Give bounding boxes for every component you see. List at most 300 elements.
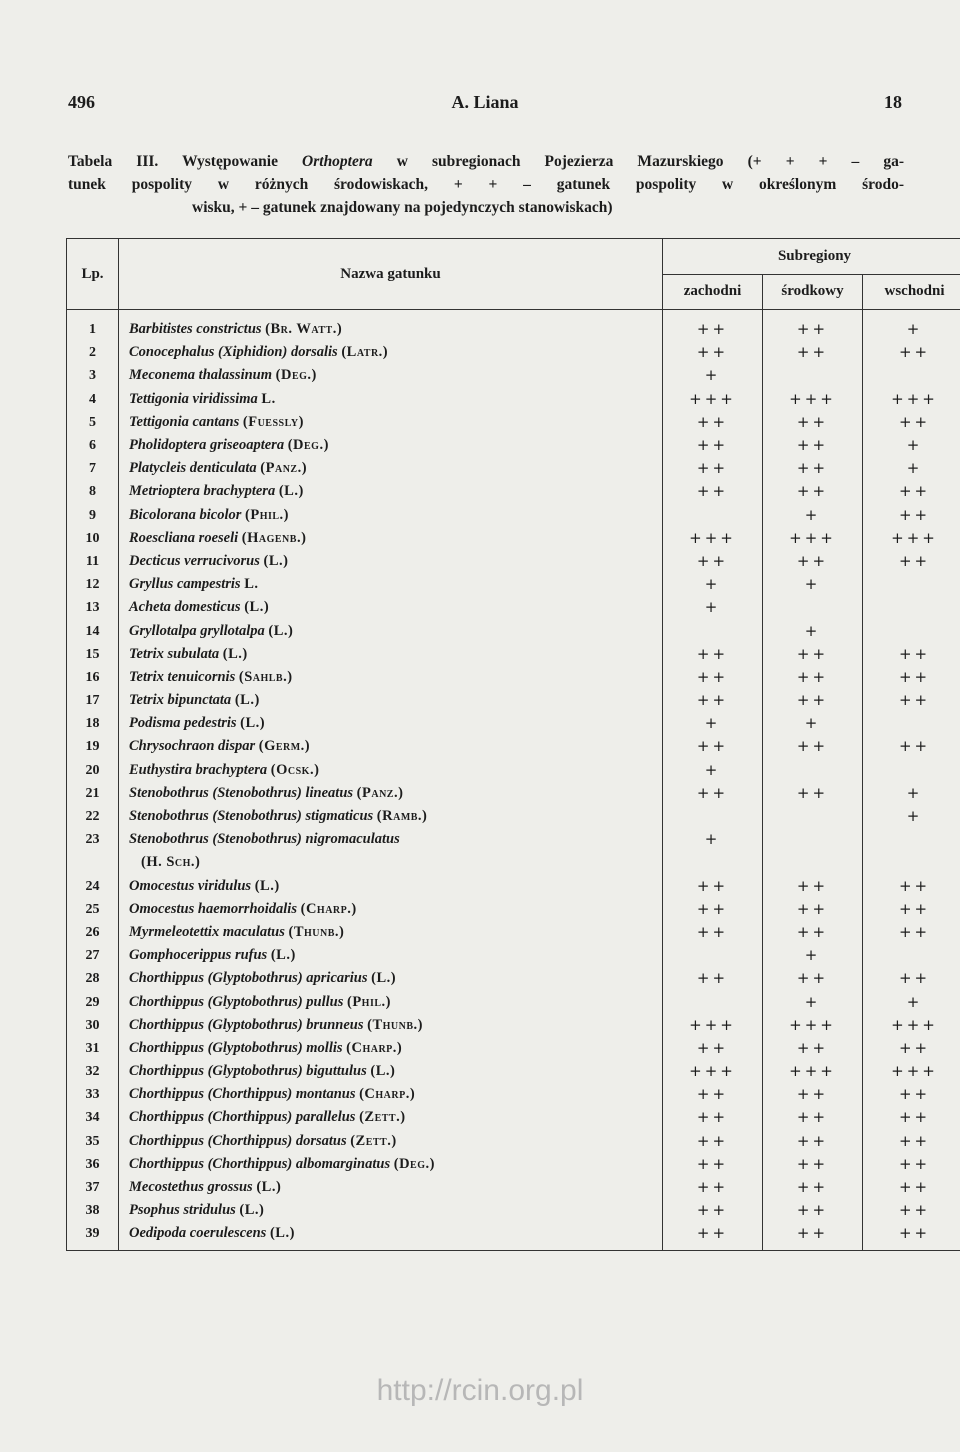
row-number: 17	[67, 689, 119, 712]
running-author: A. Liana	[451, 92, 519, 112]
table-body	[67, 310, 960, 1251]
table-row	[67, 1083, 960, 1106]
table-row	[67, 805, 960, 828]
row-number: 16	[67, 666, 119, 689]
species-name: Tetrix tenuicornis	[129, 668, 236, 685]
species-name: Bicolorana bicolor	[129, 506, 242, 523]
occurrence-west: +++	[663, 1014, 763, 1037]
occurrence-west	[663, 944, 763, 967]
occurrence-west	[663, 990, 763, 1013]
occurrence-west: ++	[663, 735, 763, 758]
occurrence-east: +++	[863, 527, 960, 550]
table-row	[67, 1106, 960, 1129]
species-name: Gomphocerippus rufus	[129, 947, 268, 964]
row-number: 8	[67, 480, 119, 503]
species-author: (Charp.)	[359, 1086, 416, 1103]
species-author: (L.)	[254, 877, 280, 894]
table-row	[67, 990, 960, 1013]
species-author: (Zett.)	[359, 1109, 406, 1126]
occurrence-west	[663, 851, 763, 874]
species-author: (H. Sch.)	[141, 854, 201, 871]
occurrence-central: ++	[763, 310, 863, 342]
table-row	[67, 619, 960, 642]
occurrence-west: ++	[663, 875, 763, 898]
occurrence-central	[763, 805, 863, 828]
species-name: Stenobothrus (Stenobothrus) lineatus	[129, 784, 354, 801]
occurrence-west: ++	[663, 689, 763, 712]
row-number: 23	[67, 828, 119, 851]
occurrence-east: +	[863, 457, 960, 480]
header-east: wschodni	[863, 274, 960, 310]
species-name-cell	[119, 1222, 663, 1250]
table-row	[67, 457, 960, 480]
species-name-cell	[119, 944, 663, 967]
species-name: Chorthippus (Chorthippus) dorsatus	[129, 1132, 347, 1149]
species-name-cell	[119, 1199, 663, 1222]
occurrence-west: ++	[663, 1130, 763, 1153]
occurrence-east	[863, 712, 960, 735]
occurrence-central: ++	[763, 434, 863, 457]
species-name-cell	[119, 967, 663, 990]
species-author: (Sahlb.)	[238, 668, 293, 685]
species-name: Chorthippus (Glyptobothrus) apricarius	[129, 970, 368, 987]
species-author: L.	[244, 576, 259, 593]
species-author: (L.)	[371, 970, 397, 987]
occurrence-central: +	[763, 504, 863, 527]
occurrence-east: ++	[863, 504, 960, 527]
table-caption	[68, 150, 904, 219]
row-number: 19	[67, 735, 119, 758]
row-number: 28	[67, 967, 119, 990]
row-number: 1	[67, 310, 119, 342]
species-name-cell	[119, 782, 663, 805]
table-row	[67, 782, 960, 805]
occurrence-east	[863, 596, 960, 619]
occurrence-east: ++	[863, 875, 960, 898]
occurrence-central: ++	[763, 1176, 863, 1199]
occurrence-east: ++	[863, 1130, 960, 1153]
species-name-cell	[119, 310, 663, 342]
species-author: (L.)	[244, 599, 270, 616]
species-name-cell	[119, 388, 663, 411]
occurrence-west: +++	[663, 388, 763, 411]
species-name: Decticus verrucivorus	[129, 552, 260, 569]
row-number: 3	[67, 364, 119, 387]
table-row	[67, 759, 960, 782]
table-row	[67, 828, 960, 851]
row-number: 29	[67, 990, 119, 1013]
table-row	[67, 851, 960, 874]
row-number: 31	[67, 1037, 119, 1060]
species-author: (L.)	[269, 1225, 295, 1242]
occurrence-west: +++	[663, 1060, 763, 1083]
occurrence-east: +	[863, 782, 960, 805]
occurrence-east: ++	[863, 666, 960, 689]
table-row	[67, 364, 960, 387]
row-number: 39	[67, 1222, 119, 1250]
species-author: (Thunb.)	[288, 923, 345, 940]
occurrence-east: +++	[863, 1014, 960, 1037]
species-name: Euthystira brachyptera	[129, 761, 268, 778]
species-name-cell	[119, 921, 663, 944]
row-number: 36	[67, 1153, 119, 1176]
table-row	[67, 1176, 960, 1199]
occurrence-west: ++	[663, 310, 763, 342]
table-row	[67, 643, 960, 666]
caption-rest: w subregionach Pojezierza Mazurskiego (+ + + – ga-	[372, 153, 905, 170]
caption-line-3: wisku, + – gatunek znajdowany na pojedynczych stanowiskach)	[192, 199, 613, 216]
row-number: 12	[67, 573, 119, 596]
table-row	[67, 1014, 960, 1037]
species-name-cell	[119, 1083, 663, 1106]
occurrence-east: ++	[863, 921, 960, 944]
table-row	[67, 1199, 960, 1222]
occurrence-east: +	[863, 310, 960, 342]
species-name-cell	[119, 1176, 663, 1199]
species-author: (Charp.)	[300, 900, 357, 917]
species-author: (Hagenb.)	[241, 529, 307, 546]
table-row	[67, 434, 960, 457]
species-name: Chorthippus (Glyptobothrus) mollis	[129, 1039, 343, 1056]
header-species-name: Nazwa gatunku	[119, 239, 663, 310]
table-row	[67, 341, 960, 364]
row-number: 9	[67, 504, 119, 527]
row-number: 33	[67, 1083, 119, 1106]
occurrence-east: ++	[863, 735, 960, 758]
table-row	[67, 666, 960, 689]
occurrence-central: +	[763, 712, 863, 735]
occurrence-east: +	[863, 990, 960, 1013]
species-name: Myrmeleotettix maculatus	[129, 923, 285, 940]
occurrence-central: ++	[763, 1153, 863, 1176]
table-row	[67, 1153, 960, 1176]
species-name-cell	[119, 364, 663, 387]
occurrence-west: ++	[663, 1222, 763, 1250]
occurrence-west: +	[663, 712, 763, 735]
occurrence-east: +++	[863, 1060, 960, 1083]
row-number: 35	[67, 1130, 119, 1153]
occurrence-west: +	[663, 596, 763, 619]
table-row	[67, 921, 960, 944]
occurrence-central: ++	[763, 666, 863, 689]
occurrence-east: ++	[863, 689, 960, 712]
species-name-cell	[119, 689, 663, 712]
occurrence-east: +++	[863, 388, 960, 411]
species-name-cell	[119, 666, 663, 689]
table-row	[67, 1130, 960, 1153]
species-name-cell	[119, 1060, 663, 1083]
species-name-cell	[119, 851, 663, 874]
row-number: 6	[67, 434, 119, 457]
occurrence-west: +	[663, 759, 763, 782]
species-name-cell	[119, 550, 663, 573]
species-author: (Phil.)	[346, 993, 391, 1010]
occurrence-east: ++	[863, 411, 960, 434]
occurrence-central	[763, 851, 863, 874]
species-name-cell	[119, 735, 663, 758]
row-number: 4	[67, 388, 119, 411]
occurrence-west: ++	[663, 782, 763, 805]
occurrence-central: +++	[763, 1060, 863, 1083]
species-name-cell	[119, 712, 663, 735]
row-number: 27	[67, 944, 119, 967]
species-name: Acheta domesticus	[129, 599, 241, 616]
occurrence-central: +	[763, 944, 863, 967]
species-name: Stenobothrus (Stenobothrus) nigromaculatus	[129, 831, 400, 848]
species-author: (L.)	[263, 552, 289, 569]
occurrence-central: ++	[763, 457, 863, 480]
occurrence-central: ++	[763, 341, 863, 364]
species-table	[66, 238, 960, 1251]
species-author: (Latr.)	[341, 344, 389, 361]
species-name-cell	[119, 990, 663, 1013]
species-name-cell	[119, 759, 663, 782]
occurrence-west: ++	[663, 1199, 763, 1222]
row-number: 18	[67, 712, 119, 735]
occurrence-central: +++	[763, 388, 863, 411]
species-author: (L.)	[222, 645, 248, 662]
species-name: Platycleis denticulata	[129, 460, 257, 477]
species-author: (Deg.)	[287, 437, 329, 454]
occurrence-central: ++	[763, 1199, 863, 1222]
occurrence-west	[663, 805, 763, 828]
species-name-cell	[119, 875, 663, 898]
occurrence-east: ++	[863, 967, 960, 990]
occurrence-west: ++	[663, 1153, 763, 1176]
species-author: (Zett.)	[350, 1132, 397, 1149]
species-author: (Ocsk.)	[270, 761, 320, 778]
occurrence-east: ++	[863, 1222, 960, 1250]
occurrence-east	[863, 828, 960, 851]
row-number: 26	[67, 921, 119, 944]
species-author: (L.)	[370, 1063, 396, 1080]
table-row	[67, 1060, 960, 1083]
species-author: (Thunb.)	[367, 1016, 423, 1033]
species-name: Conocephalus (Xiphidion) dorsalis	[129, 344, 338, 361]
table-row	[67, 573, 960, 596]
occurrence-central: ++	[763, 898, 863, 921]
occurrence-central: +++	[763, 1014, 863, 1037]
table-row	[67, 967, 960, 990]
species-name: Chorthippus (Glyptobothrus) biguttulus	[129, 1063, 367, 1080]
occurrence-west: ++	[663, 921, 763, 944]
species-name-cell	[119, 643, 663, 666]
table-row	[67, 504, 960, 527]
occurrence-central	[763, 596, 863, 619]
occurrence-central: ++	[763, 921, 863, 944]
occurrence-west: ++	[663, 480, 763, 503]
page-number: 496	[68, 92, 95, 112]
row-number: 32	[67, 1060, 119, 1083]
occurrence-west: ++	[663, 457, 763, 480]
occurrence-east: ++	[863, 1176, 960, 1199]
header-subregions: Subregiony	[663, 239, 960, 275]
species-author: (Germ.)	[258, 738, 311, 755]
occurrence-east: ++	[863, 480, 960, 503]
row-number: 38	[67, 1199, 119, 1222]
row-number: 5	[67, 411, 119, 434]
species-name: Oedipoda coerulescens	[129, 1225, 267, 1242]
species-name-cell	[119, 341, 663, 364]
species-name: Pholidoptera griseoaptera	[129, 437, 285, 454]
occurrence-east: ++	[863, 1153, 960, 1176]
species-name: Roescliana roeseli	[129, 529, 239, 546]
occurrence-central: ++	[763, 735, 863, 758]
occurrence-east: ++	[863, 898, 960, 921]
row-number: 14	[67, 619, 119, 642]
occurrence-central: ++	[763, 782, 863, 805]
occurrence-central: ++	[763, 480, 863, 503]
occurrence-west: ++	[663, 434, 763, 457]
species-name: Tettigonia viridissima	[129, 390, 258, 407]
species-author: (Panz.)	[260, 460, 308, 477]
row-number: 24	[67, 875, 119, 898]
species-name-cell	[119, 411, 663, 434]
species-author: (Deg.)	[393, 1155, 435, 1172]
species-name-cell	[119, 457, 663, 480]
species-name: Stenobothrus (Stenobothrus) stigmaticus	[129, 808, 374, 825]
occurrence-east: +	[863, 434, 960, 457]
row-number: 21	[67, 782, 119, 805]
occurrence-central: ++	[763, 967, 863, 990]
occurrence-central	[763, 364, 863, 387]
occurrence-west: ++	[663, 1176, 763, 1199]
species-name-cell	[119, 898, 663, 921]
species-name: Chorthippus (Chorthippus) montanus	[129, 1086, 356, 1103]
species-author: (L.)	[239, 1202, 265, 1219]
occurrence-central: ++	[763, 643, 863, 666]
species-name: Gryllotalpa gryllotalpa	[129, 622, 265, 639]
occurrence-west: +++	[663, 527, 763, 550]
table-row	[67, 735, 960, 758]
species-name: Tetrix bipunctata	[129, 692, 232, 709]
species-name: Metrioptera brachyptera	[129, 483, 276, 500]
species-name: Psophus stridulus	[129, 1202, 236, 1219]
species-author: (Br. Watt.)	[265, 321, 343, 338]
occurrence-central: +	[763, 619, 863, 642]
caption-prefix: Tabela III. Występowanie	[68, 153, 303, 170]
occurrence-west: ++	[663, 643, 763, 666]
occurrence-east	[863, 944, 960, 967]
occurrence-west: ++	[663, 898, 763, 921]
species-name: Tetrix subulata	[129, 645, 220, 662]
species-name: Chorthippus (Chorthippus) parallelus	[129, 1109, 356, 1126]
species-name: Gryllus campestris	[129, 576, 241, 593]
occurrence-central: +	[763, 573, 863, 596]
occurrence-central: +++	[763, 527, 863, 550]
species-name: Omocestus viridulus	[129, 877, 252, 894]
occurrence-central	[763, 828, 863, 851]
occurrence-west: ++	[663, 967, 763, 990]
species-name: Podisma pedestris	[129, 715, 237, 732]
occurrence-west	[663, 504, 763, 527]
species-name: Omocestus haemorrhoidalis	[129, 900, 297, 917]
header-lp: Lp.	[67, 239, 119, 310]
species-name-cell	[119, 596, 663, 619]
species-name-cell	[119, 1106, 663, 1129]
species-author: (L.)	[240, 715, 266, 732]
species-name-cell	[119, 527, 663, 550]
occurrence-east: +	[863, 805, 960, 828]
occurrence-east: ++	[863, 341, 960, 364]
species-name-cell	[119, 504, 663, 527]
occurrence-west	[663, 619, 763, 642]
occurrence-west: +	[663, 828, 763, 851]
row-number	[67, 851, 119, 874]
occurrence-east: ++	[863, 550, 960, 573]
row-number: 2	[67, 341, 119, 364]
species-author: (L.)	[278, 483, 304, 500]
caption-line-1	[68, 150, 904, 173]
species-name: Meconema thalassinum	[129, 367, 273, 384]
occurrence-east	[863, 573, 960, 596]
species-author: (Panz.)	[356, 784, 404, 801]
species-name-cell	[119, 1014, 663, 1037]
occurrence-east	[863, 364, 960, 387]
occurrence-central: ++	[763, 689, 863, 712]
row-number: 30	[67, 1014, 119, 1037]
table-row	[67, 712, 960, 735]
species-author: (Deg.)	[275, 367, 317, 384]
occurrence-central: ++	[763, 1222, 863, 1250]
species-name-cell	[119, 1130, 663, 1153]
occurrence-east	[863, 619, 960, 642]
occurrence-central: ++	[763, 411, 863, 434]
occurrence-east	[863, 759, 960, 782]
occurrence-west: ++	[663, 341, 763, 364]
species-name: Mecostethus grossus	[129, 1179, 253, 1196]
occurrence-west: ++	[663, 411, 763, 434]
occurrence-west: ++	[663, 666, 763, 689]
section-number: 18	[884, 92, 902, 112]
occurrence-central: ++	[763, 1130, 863, 1153]
occurrence-west: ++	[663, 1037, 763, 1060]
species-name-cell	[119, 573, 663, 596]
header-central: środkowy	[763, 274, 863, 310]
row-number: 10	[67, 527, 119, 550]
occurrence-central: ++	[763, 550, 863, 573]
species-author: (Fuessly)	[242, 413, 304, 430]
species-author: (Charp.)	[346, 1039, 403, 1056]
row-number: 34	[67, 1106, 119, 1129]
species-author: (L.)	[234, 692, 260, 709]
species-author: (L.)	[268, 622, 294, 639]
species-name-cell	[119, 805, 663, 828]
species-author: (Phil.)	[245, 506, 289, 523]
table-row	[67, 310, 960, 342]
occurrence-central: ++	[763, 1083, 863, 1106]
header-west: zachodni	[663, 274, 763, 310]
occurrence-east: ++	[863, 1083, 960, 1106]
table-row	[67, 1037, 960, 1060]
occurrence-east: ++	[863, 1037, 960, 1060]
table-row	[67, 1222, 960, 1250]
species-name: Chorthippus (Chorthippus) albomarginatus	[129, 1155, 391, 1172]
row-number: 22	[67, 805, 119, 828]
page-header	[68, 92, 902, 118]
occurrence-west: ++	[663, 550, 763, 573]
species-author: (Ramb.)	[376, 808, 428, 825]
caption-line-2: tunek pospolity w różnych środowiskach, + + – gatunek pospolity w określonym środo-	[68, 176, 904, 193]
table-row	[67, 411, 960, 434]
occurrence-central: ++	[763, 1037, 863, 1060]
table-row	[67, 596, 960, 619]
row-number: 37	[67, 1176, 119, 1199]
row-number: 13	[67, 596, 119, 619]
species-name-cell	[119, 480, 663, 503]
occurrence-central: ++	[763, 1106, 863, 1129]
species-name: Tettigonia cantans	[129, 413, 240, 430]
